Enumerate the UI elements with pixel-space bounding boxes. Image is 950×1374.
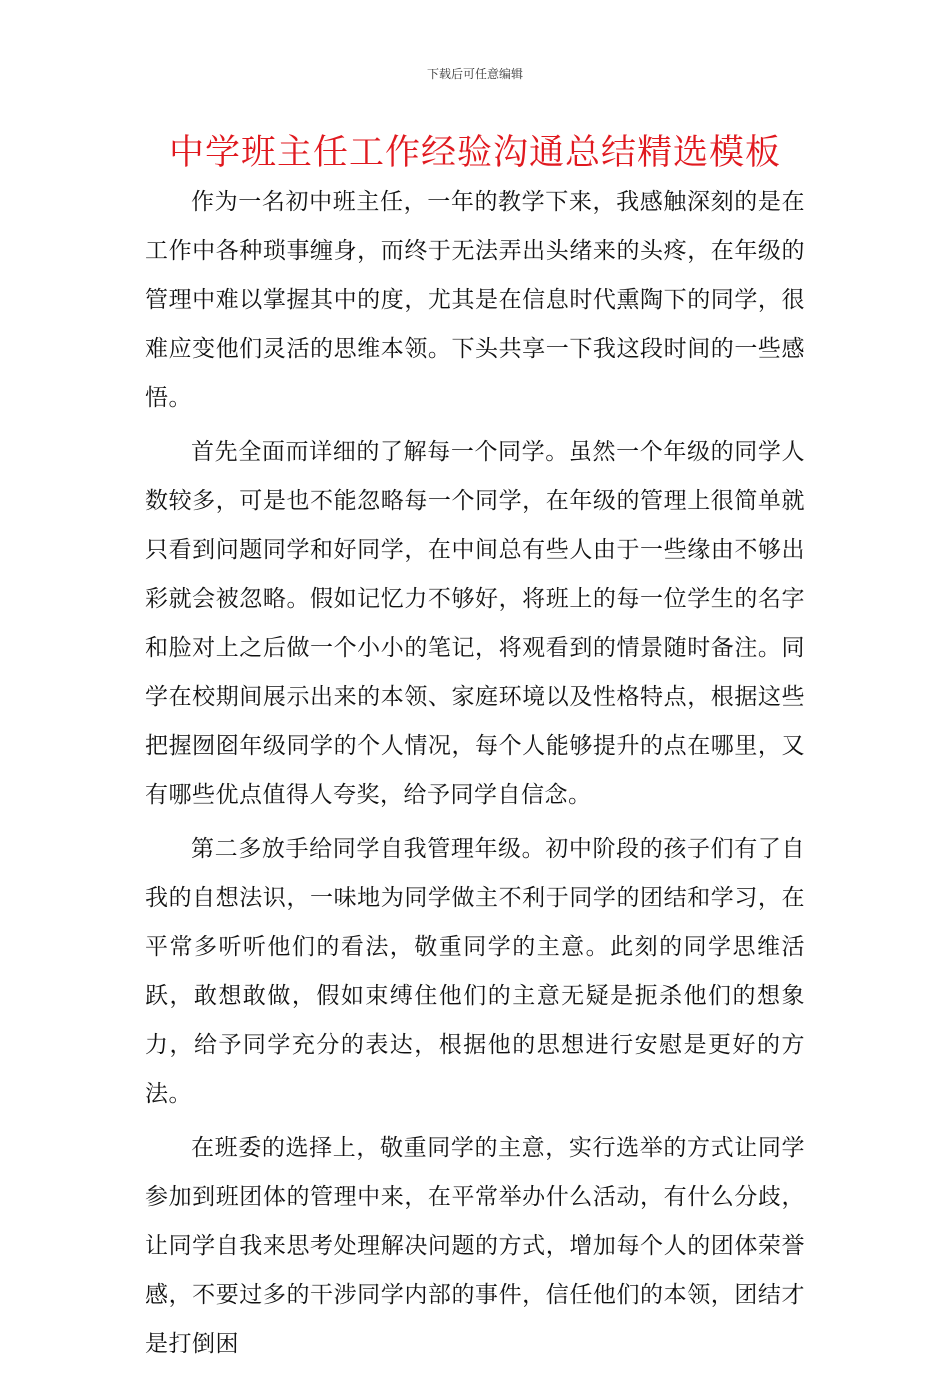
paragraph-4: 在班委的选择上，敬重同学的主意，实行选举的方式让同学参加到班团体的管理中来，在平常举办什么活动，有什么分歧，让同学自我来思考处理解决问题的方式，增加每个人的团体荣誉感，不要过多的干涉同学内部的事件，信任他们的本领，团结才是打倒困 [145,1135,805,1357]
header-note: 下载后可任意编辑 [426,67,523,81]
document-body [145,178,805,1374]
paragraph-2: 首先全面而详细的了解每一个同学。虽然一个年级的同学人数较多，可是也不能忽略每一个同学，在年级的管理上很简单就只看到问题同学和好同学，在中间总有些人由于一些缘由不够出彩就会被忽略。假如记忆力不够好，将班上的每一位学生的名字和脸对上之后做一个小小的笔记，将观看到的情景随时备注。同学在校期间展示出来的本领、家庭环境以及性格特点，根据这些把握囫囵年级同学的个人情况，每个人能够提升的点在哪里，又有哪些优点值得人夸奖，给予同学自信念。 [145,439,805,808]
paragraph-3: 第二多放手给同学自我管理年级。初中阶段的孩子们有了自我的自想法识，一味地为同学做主不利于同学的团结和学习，在平常多听听他们的看法，敬重同学的主意。此刻的同学思维活跃，敢想敢做，假如束缚住他们的主意无疑是扼杀他们的想象力，给予同学充分的表达，根据他的思想进行安慰是更好的方法。 [145,836,805,1107]
paragraph-1: 作为一名初中班主任，一年的教学下来，我感触深刻的是在工作中各种琐事缠身，而终于无法弄出头绪来的头疼，在年级的管理中难以掌握其中的度，尤其是在信息时代熏陶下的同学，很难应变他们灵活的思维本领。下头共享一下我这段时间的一些感悟。 [145,189,805,411]
document-title: 中学班主任工作经验沟通总结精选模板 [168,133,781,173]
